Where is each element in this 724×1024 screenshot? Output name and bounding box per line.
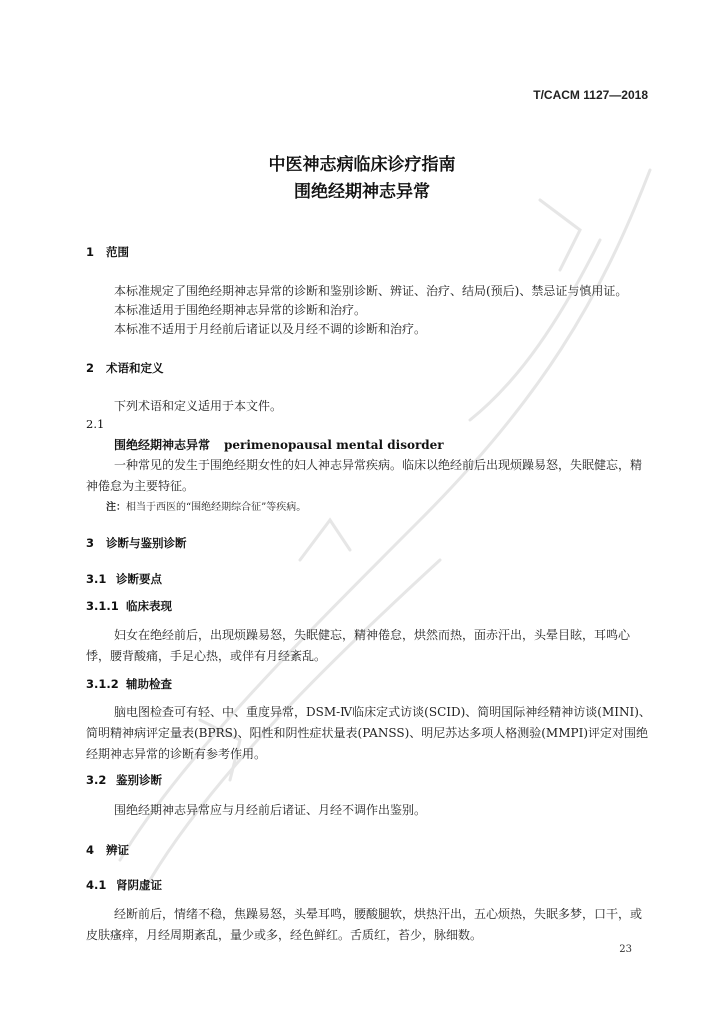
differential-text: 围绝经期神志异常应与月经前后诸证、月经不调作出鉴别。	[114, 803, 427, 817]
page-number: 23	[619, 944, 632, 955]
kidney-yin-deficiency-text: 经断前后，情绪不稳，焦躁易怒，头晕耳鸣，腰酸腿软，烘热汗出，五心烦热，失眠多梦，口干，或皮肤瘙痒，月经周期紊乱，量少或多，经色鲜红。舌质红，苔少，脉细数。	[86, 907, 643, 942]
clinical-manifestations-text: 妇女在绝经前后，出现烦躁易怒，失眠健忘，精神倦怠，烘然而热，面赤汗出，头晕目眩，耳鸣心悸，腰背酸痛，手足心热，或伴有月经紊乱。	[86, 628, 631, 663]
terms-intro: 下列术语和定义适用于本文件。	[114, 399, 283, 413]
section-3-1-heading: 3.1 诊断要点	[86, 572, 162, 586]
note-text: 相当于西医的“围绝经期综合征”等疾病。	[126, 502, 307, 513]
document-subtitle: 围绝经期神志异常	[294, 182, 430, 202]
section-3-1-2-heading: 3.1.2 辅助检查	[86, 677, 172, 691]
standard-code: T/CACM 1127—2018	[533, 88, 648, 102]
scope-line-3: 本标准不适用于月经前后诸证以及月经不调的诊断和治疗。	[114, 322, 427, 336]
section-3-heading: 3 诊断与鉴别诊断	[86, 536, 187, 550]
document-title: 中医神志病临床诊疗指南	[268, 155, 456, 175]
term-note	[106, 498, 306, 513]
scope-line-1: 本标准规定了围绝经期神志异常的诊断和鉴别诊断、辨证、治疗、结局(预后)、禁忌证与慎用证。	[114, 284, 628, 298]
section-3-1-1-heading: 3.1.1 临床表现	[86, 599, 172, 613]
note-label: 注：	[106, 502, 126, 513]
term-english: perimenopausal mental disorder	[224, 438, 444, 452]
clause-2-1-number: 2.1	[86, 417, 105, 431]
term-chinese: 围绝经期神志异常	[114, 438, 211, 452]
section-2-heading: 2 术语和定义	[86, 361, 164, 375]
section-1-heading: 1 范围	[86, 245, 129, 259]
term-entry	[114, 436, 444, 453]
section-3-2-heading: 3.2 鉴别诊断	[86, 773, 162, 787]
auxiliary-exam-text: 脑电图检查可有轻、中、重度异常，DSM-Ⅳ临床定式访谈(SCID)、简明国际神经精神访谈(MINI)、简明精神病评定量表(BPRS)、阳性和阴性症状量表(PANSS)、明尼苏达多项人格测验(MMPI)评定对围绝经期神志异常的诊断有参考作用。	[86, 705, 651, 761]
section-4-heading: 4 辨证	[86, 843, 129, 857]
section-4-1-heading: 4.1 肾阴虚证	[86, 878, 162, 892]
term-definition: 一种常见的发生于围绝经期女性的妇人神志异常疾病。临床以绝经前后出现烦躁易怒，失眠健忘，精神倦怠为主要特征。	[86, 458, 643, 493]
scope-line-2: 本标准适用于围绝经期神志异常的诊断和治疗。	[114, 303, 367, 317]
